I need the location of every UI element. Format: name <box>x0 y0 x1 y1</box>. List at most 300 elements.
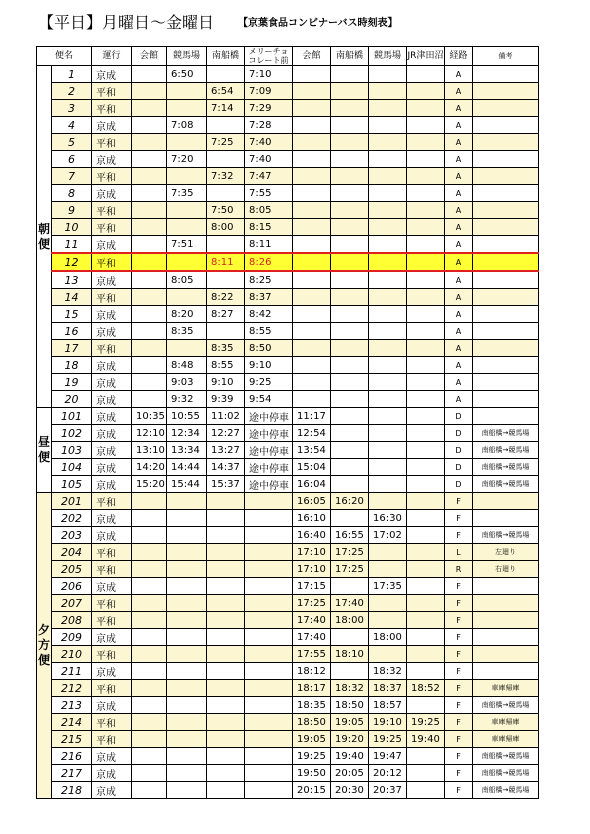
operator: 京成 <box>92 374 132 391</box>
minamifunabashi-time-2 <box>331 408 369 425</box>
keibajo-time <box>167 578 207 595</box>
section-label: 朝便 <box>37 66 52 408</box>
minamifunabashi-time <box>207 731 245 748</box>
kaikan-time <box>132 748 167 765</box>
keibajo-time: 10:55 <box>167 408 207 425</box>
minamifunabashi-time <box>207 680 245 697</box>
minamifunabashi-time-2: 19:20 <box>331 731 369 748</box>
minamifunabashi-time <box>207 578 245 595</box>
minamifunabashi-time: 12:27 <box>207 425 245 442</box>
minamifunabashi-time-2: 18:10 <box>331 646 369 663</box>
keibajo-time <box>167 202 207 219</box>
kaikan-time <box>132 680 167 697</box>
kaikan-time <box>132 289 167 306</box>
keibajo-time: 9:32 <box>167 391 207 408</box>
jr-tsudanuma-time <box>407 765 445 782</box>
header-jr-tsudanuma: JR津田沼 <box>407 47 445 66</box>
table-row <box>37 425 539 442</box>
jr-tsudanuma-time: 19:25 <box>407 714 445 731</box>
table-row <box>37 765 539 782</box>
keibajo-time-2 <box>369 83 407 100</box>
kaikan-time-2: 19:25 <box>293 748 331 765</box>
note <box>473 578 539 595</box>
keibajo-time-2 <box>369 168 407 185</box>
jr-tsudanuma-time <box>407 391 445 408</box>
keibajo-time-2 <box>369 425 407 442</box>
kaikan-time-2 <box>293 289 331 306</box>
jr-tsudanuma-time <box>407 219 445 236</box>
kaikan-time <box>132 66 167 83</box>
operator: 京成 <box>92 117 132 134</box>
minamifunabashi-time: 14:37 <box>207 459 245 476</box>
keibajo-time <box>167 612 207 629</box>
kaikan-time <box>132 236 167 254</box>
kaikan-time <box>132 765 167 782</box>
operator: 京成 <box>92 391 132 408</box>
route: F <box>445 510 473 527</box>
table-row <box>37 340 539 357</box>
note <box>473 493 539 510</box>
jr-tsudanuma-time <box>407 527 445 544</box>
kaikan-time-2 <box>293 185 331 202</box>
minamifunabashi-time-2 <box>331 578 369 595</box>
table-row <box>37 714 539 731</box>
jr-tsudanuma-time <box>407 578 445 595</box>
note: 南船橋→競馬場 <box>473 782 539 799</box>
keibajo-time <box>167 731 207 748</box>
kaikan-time-2 <box>293 323 331 340</box>
jr-tsudanuma-time <box>407 83 445 100</box>
keibajo-time <box>167 100 207 117</box>
keibajo-time <box>167 680 207 697</box>
kaikan-time <box>132 561 167 578</box>
minamifunabashi-time: 6:54 <box>207 83 245 100</box>
keibajo-time-2 <box>369 391 407 408</box>
operator: 平和 <box>92 714 132 731</box>
kaikan-time <box>132 306 167 323</box>
kaikan-time <box>132 151 167 168</box>
operator: 京成 <box>92 629 132 646</box>
minamifunabashi-time-2: 17:25 <box>331 544 369 561</box>
minamifunabashi-time-2 <box>331 391 369 408</box>
operator: 京成 <box>92 782 132 799</box>
jr-tsudanuma-time <box>407 425 445 442</box>
route: D <box>445 459 473 476</box>
keibajo-time-2 <box>369 493 407 510</box>
route: F <box>445 731 473 748</box>
minamifunabashi-time-2 <box>331 219 369 236</box>
mary-chocolate-time: 7:47 <box>245 168 293 185</box>
minamifunabashi-time-2: 20:30 <box>331 782 369 799</box>
minamifunabashi-time: 9:39 <box>207 391 245 408</box>
operator: 京成 <box>92 66 132 83</box>
operator: 京成 <box>92 357 132 374</box>
bin-number: 214 <box>52 714 92 731</box>
keibajo-time <box>167 765 207 782</box>
bin-number: 103 <box>52 442 92 459</box>
kaikan-time-2: 18:50 <box>293 714 331 731</box>
mary-chocolate-time <box>245 765 293 782</box>
route: F <box>445 680 473 697</box>
header-note: 備考 <box>473 47 539 66</box>
kaikan-time-2 <box>293 357 331 374</box>
keibajo-time <box>167 253 207 271</box>
note <box>473 374 539 391</box>
table-row <box>37 253 539 271</box>
bin-number: 17 <box>52 340 92 357</box>
bin-number: 217 <box>52 765 92 782</box>
table-row <box>37 83 539 100</box>
keibajo-time-2 <box>369 442 407 459</box>
route: F <box>445 595 473 612</box>
kaikan-time-2 <box>293 340 331 357</box>
jr-tsudanuma-time <box>407 595 445 612</box>
keibajo-time-2 <box>369 612 407 629</box>
keibajo-time-2: 19:25 <box>369 731 407 748</box>
route: A <box>445 306 473 323</box>
route: A <box>445 391 473 408</box>
keibajo-time-2 <box>369 408 407 425</box>
table-row <box>37 202 539 219</box>
keibajo-time: 13:34 <box>167 442 207 459</box>
mary-chocolate-time: 7:28 <box>245 117 293 134</box>
minamifunabashi-time: 7:50 <box>207 202 245 219</box>
jr-tsudanuma-time <box>407 748 445 765</box>
bin-number: 11 <box>52 236 92 254</box>
table-row <box>37 357 539 374</box>
kaikan-time-2 <box>293 100 331 117</box>
kaikan-time-2: 19:05 <box>293 731 331 748</box>
keibajo-time: 14:44 <box>167 459 207 476</box>
operator: 平和 <box>92 561 132 578</box>
kaikan-time-2: 18:12 <box>293 663 331 680</box>
bin-number: 205 <box>52 561 92 578</box>
minamifunabashi-time-2 <box>331 66 369 83</box>
bin-number: 10 <box>52 219 92 236</box>
keibajo-time-2: 20:37 <box>369 782 407 799</box>
minamifunabashi-time-2 <box>331 117 369 134</box>
table-row <box>37 236 539 254</box>
kaikan-time <box>132 595 167 612</box>
route: A <box>445 340 473 357</box>
operator: 平和 <box>92 253 132 271</box>
table-row <box>37 391 539 408</box>
note: 南船橋→競馬場 <box>473 697 539 714</box>
minamifunabashi-time-2 <box>331 151 369 168</box>
operator: 平和 <box>92 289 132 306</box>
section-label: 夕方便 <box>37 493 52 799</box>
jr-tsudanuma-time <box>407 646 445 663</box>
note <box>473 663 539 680</box>
minamifunabashi-time-2 <box>331 425 369 442</box>
keibajo-time-2 <box>369 117 407 134</box>
bin-number: 4 <box>52 117 92 134</box>
jr-tsudanuma-time <box>407 374 445 391</box>
jr-tsudanuma-time <box>407 697 445 714</box>
kaikan-time <box>132 612 167 629</box>
route: A <box>445 100 473 117</box>
route: A <box>445 271 473 289</box>
operator: 平和 <box>92 680 132 697</box>
jr-tsudanuma-time <box>407 271 445 289</box>
table-row <box>37 374 539 391</box>
kaikan-time <box>132 100 167 117</box>
section-label: 昼便 <box>37 408 52 493</box>
keibajo-time <box>167 289 207 306</box>
header-route: 経路 <box>445 47 473 66</box>
bin-number: 5 <box>52 134 92 151</box>
table-row <box>37 697 539 714</box>
table-row <box>37 544 539 561</box>
jr-tsudanuma-time <box>407 629 445 646</box>
jr-tsudanuma-time <box>407 185 445 202</box>
route: F <box>445 646 473 663</box>
minamifunabashi-time <box>207 185 245 202</box>
keibajo-time-2: 20:12 <box>369 765 407 782</box>
minamifunabashi-time-2 <box>331 271 369 289</box>
operator: 平和 <box>92 544 132 561</box>
note <box>473 510 539 527</box>
header-row <box>37 47 539 66</box>
minamifunabashi-time-2: 18:00 <box>331 612 369 629</box>
minamifunabashi-time-2 <box>331 100 369 117</box>
mary-chocolate-time <box>245 510 293 527</box>
kaikan-time <box>132 493 167 510</box>
kaikan-time <box>132 510 167 527</box>
keibajo-time-2 <box>369 289 407 306</box>
keibajo-time <box>167 782 207 799</box>
kaikan-time-2 <box>293 271 331 289</box>
minamifunabashi-time-2 <box>331 134 369 151</box>
table-row <box>37 117 539 134</box>
table-row <box>37 323 539 340</box>
bin-number: 8 <box>52 185 92 202</box>
kaikan-time-2: 17:15 <box>293 578 331 595</box>
keibajo-time-2: 19:47 <box>369 748 407 765</box>
keibajo-time: 8:20 <box>167 306 207 323</box>
note <box>473 391 539 408</box>
route: A <box>445 357 473 374</box>
note: 南船橋→競馬場 <box>473 425 539 442</box>
mary-chocolate-time: 8:25 <box>245 271 293 289</box>
minamifunabashi-time <box>207 646 245 663</box>
kaikan-time-2: 17:25 <box>293 595 331 612</box>
minamifunabashi-time-2 <box>331 202 369 219</box>
kaikan-time: 10:35 <box>132 408 167 425</box>
minamifunabashi-time <box>207 527 245 544</box>
kaikan-time <box>132 323 167 340</box>
route: A <box>445 151 473 168</box>
keibajo-time <box>167 168 207 185</box>
minamifunabashi-time-2 <box>331 459 369 476</box>
bin-number: 215 <box>52 731 92 748</box>
keibajo-time <box>167 527 207 544</box>
operator: 平和 <box>92 100 132 117</box>
bin-number: 19 <box>52 374 92 391</box>
kaikan-time-2: 16:04 <box>293 476 331 493</box>
bin-number: 16 <box>52 323 92 340</box>
kaikan-time <box>132 714 167 731</box>
minamifunabashi-time <box>207 66 245 83</box>
keibajo-time: 7:20 <box>167 151 207 168</box>
jr-tsudanuma-time <box>407 202 445 219</box>
table-row <box>37 306 539 323</box>
jr-tsudanuma-time <box>407 253 445 271</box>
keibajo-time: 7:51 <box>167 236 207 254</box>
route: F <box>445 527 473 544</box>
bin-number: 201 <box>52 493 92 510</box>
operator: 京成 <box>92 578 132 595</box>
minamifunabashi-time: 7:14 <box>207 100 245 117</box>
table-row <box>37 134 539 151</box>
route: A <box>445 374 473 391</box>
kaikan-time <box>132 663 167 680</box>
route: L <box>445 544 473 561</box>
kaikan-time: 15:20 <box>132 476 167 493</box>
kaikan-time <box>132 391 167 408</box>
mary-chocolate-time <box>245 782 293 799</box>
jr-tsudanuma-time <box>407 117 445 134</box>
note <box>473 117 539 134</box>
minamifunabashi-time: 8:22 <box>207 289 245 306</box>
mary-chocolate-time <box>245 578 293 595</box>
route: A <box>445 219 473 236</box>
keibajo-time-2 <box>369 185 407 202</box>
jr-tsudanuma-time: 18:52 <box>407 680 445 697</box>
jr-tsudanuma-time <box>407 323 445 340</box>
note <box>473 185 539 202</box>
kaikan-time <box>132 340 167 357</box>
route: F <box>445 578 473 595</box>
note <box>473 271 539 289</box>
keibajo-time <box>167 493 207 510</box>
note <box>473 340 539 357</box>
keibajo-time: 8:35 <box>167 323 207 340</box>
minamifunabashi-time-2 <box>331 83 369 100</box>
minamifunabashi-time-2 <box>331 236 369 254</box>
kaikan-time-2 <box>293 202 331 219</box>
note <box>473 646 539 663</box>
note <box>473 219 539 236</box>
kaikan-time <box>132 374 167 391</box>
minamifunabashi-time-2 <box>331 168 369 185</box>
keibajo-time: 12:34 <box>167 425 207 442</box>
minamifunabashi-time: 11:02 <box>207 408 245 425</box>
minamifunabashi-time <box>207 493 245 510</box>
table-row <box>37 510 539 527</box>
minamifunabashi-time-2 <box>331 374 369 391</box>
mary-chocolate-time: 7:55 <box>245 185 293 202</box>
keibajo-time-2: 18:57 <box>369 697 407 714</box>
mary-chocolate-time: 7:10 <box>245 66 293 83</box>
header-operator: 運行 <box>92 47 132 66</box>
keibajo-time-2 <box>369 253 407 271</box>
operator: 平和 <box>92 340 132 357</box>
kaikan-time: 14:20 <box>132 459 167 476</box>
route: F <box>445 493 473 510</box>
bin-number: 1 <box>52 66 92 83</box>
note: 南船橋→競馬場 <box>473 442 539 459</box>
note <box>473 236 539 254</box>
kaikan-time-2: 17:55 <box>293 646 331 663</box>
route: D <box>445 408 473 425</box>
keibajo-time-2 <box>369 134 407 151</box>
bin-number: 105 <box>52 476 92 493</box>
bin-number: 216 <box>52 748 92 765</box>
note <box>473 289 539 306</box>
table-row <box>37 219 539 236</box>
jr-tsudanuma-time <box>407 442 445 459</box>
kaikan-time <box>132 629 167 646</box>
mary-chocolate-time <box>245 731 293 748</box>
route: A <box>445 134 473 151</box>
minamifunabashi-time <box>207 544 245 561</box>
header-bin: 便名 <box>37 47 92 66</box>
route: A <box>445 289 473 306</box>
operator: 京成 <box>92 765 132 782</box>
operator: 平和 <box>92 202 132 219</box>
note <box>473 253 539 271</box>
minamifunabashi-time-2: 19:05 <box>331 714 369 731</box>
minamifunabashi-time: 7:32 <box>207 168 245 185</box>
mary-chocolate-time: 途中停車 <box>245 425 293 442</box>
minamifunabashi-time-2: 18:50 <box>331 697 369 714</box>
bin-number: 104 <box>52 459 92 476</box>
jr-tsudanuma-time <box>407 459 445 476</box>
operator: 平和 <box>92 493 132 510</box>
note <box>473 202 539 219</box>
keibajo-time <box>167 697 207 714</box>
minamifunabashi-time <box>207 151 245 168</box>
header-kaikan: 会館 <box>132 47 167 66</box>
minamifunabashi-time <box>207 323 245 340</box>
table-row <box>37 151 539 168</box>
note <box>473 134 539 151</box>
kaikan-time-2 <box>293 236 331 254</box>
route: D <box>445 476 473 493</box>
minamifunabashi-time-2 <box>331 289 369 306</box>
minamifunabashi-time-2 <box>331 340 369 357</box>
kaikan-time-2: 11:17 <box>293 408 331 425</box>
minamifunabashi-time-2: 20:05 <box>331 765 369 782</box>
operator: 京成 <box>92 527 132 544</box>
note <box>473 151 539 168</box>
mary-chocolate-time <box>245 697 293 714</box>
mary-chocolate-time: 7:40 <box>245 151 293 168</box>
table-row <box>37 476 539 493</box>
operator: 平和 <box>92 595 132 612</box>
timetable-body <box>37 66 539 799</box>
minamifunabashi-time-2: 17:40 <box>331 595 369 612</box>
table-row <box>37 459 539 476</box>
route: A <box>445 168 473 185</box>
note <box>473 323 539 340</box>
table-row <box>37 527 539 544</box>
keibajo-time <box>167 714 207 731</box>
bin-number: 213 <box>52 697 92 714</box>
minamifunabashi-time-2 <box>331 629 369 646</box>
mary-chocolate-time <box>245 680 293 697</box>
keibajo-time-2 <box>369 646 407 663</box>
keibajo-time-2 <box>369 271 407 289</box>
kaikan-time <box>132 578 167 595</box>
bin-number: 15 <box>52 306 92 323</box>
mary-chocolate-time <box>245 544 293 561</box>
note <box>473 629 539 646</box>
keibajo-time-2 <box>369 459 407 476</box>
jr-tsudanuma-time <box>407 134 445 151</box>
note <box>473 83 539 100</box>
